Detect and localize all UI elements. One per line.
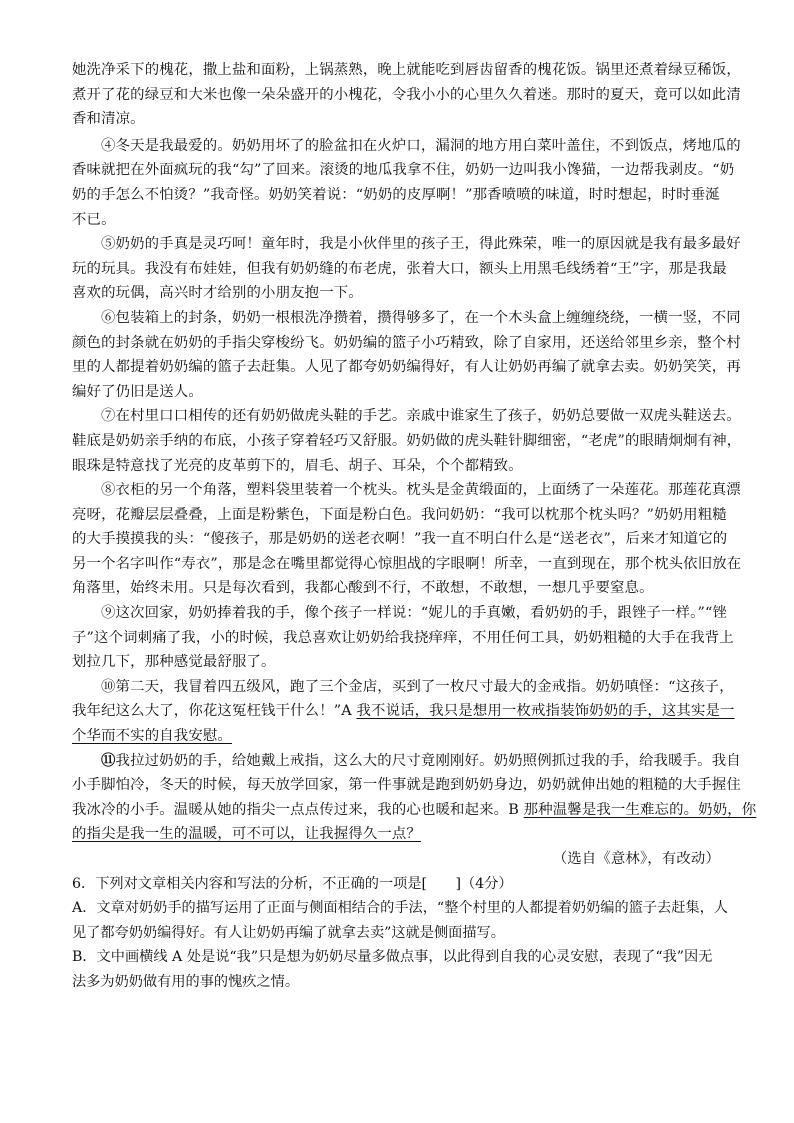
plain-text: 我拉过奶奶的手，给她戴上戒指，这么大的尺寸竟刚刚好。奶奶照例抓过我的手，给我暖手。我自	[115, 752, 741, 769]
text-line: ⑦在村里口口相传的还有奶奶做虎头鞋的手艺。亲戚中谁家生了孩子，奶奶总要做一双虎头鞋送去。	[101, 408, 741, 425]
text-line	[72, 822, 722, 847]
underlined-sentence-b: 的指尖是我一生的温暖，可不可以，让我握得久一点？	[72, 826, 421, 843]
text-line: ④冬天是我最爱的。奶奶用坏了的脸盆扣在火炉口，漏洞的地方用白菜叶盖住，不到饭点，烤地瓜的	[101, 137, 741, 154]
underlined-sentence-b: 那种温馨是我一生难忘的。奶奶，你	[523, 801, 757, 818]
paragraph-9	[72, 601, 734, 675]
paragraph-10	[72, 675, 735, 749]
text-line: 编好了仍旧是送人。	[72, 383, 203, 400]
paragraph-4	[72, 134, 741, 232]
text-line: 不已。	[72, 211, 116, 228]
question-6	[72, 872, 728, 995]
text-line: 煮开了花的绿豆和大米也像一朵朵盛开的小槐花，令我小小的心里久久着迷。那时的夏天，竟可以如此清	[72, 86, 741, 103]
text-line	[72, 699, 735, 724]
underlined-sentence-a: 我不说话，我只是想用一枚戒指装饰奶奶的手，这其实是一	[356, 703, 735, 720]
paragraph-6	[72, 306, 741, 404]
underlined-sentence-a: 个华而不实的自我安慰。	[72, 728, 232, 745]
text-line: ⑥包装箱上的封条，奶奶一根根洗净攒着，攒得够多了，在一个木头盒上缠缠绕绕，一横一竖，不同	[101, 309, 741, 326]
document-page	[72, 58, 757, 995]
paragraph-7	[72, 404, 742, 478]
text-line: 奶的手怎么不怕烫？”我奇怪。奶奶笑着说：“奶奶的皮厚啊！”那香喷喷的味道，时时想起，时时垂涎	[72, 186, 720, 203]
text-line: 眼珠是特意找了光亮的皮革剪下的，眉毛、胡子、耳朵，个个都精致。	[72, 457, 523, 474]
source-attribution: （选自《意林》，有改动）	[552, 851, 720, 867]
text-line: ⑨这次回家，奶奶捧着我的手，像个孩子一样说：“妮儿的手真嫩，看奶奶的手，跟锉子一样。”“锉	[101, 605, 728, 622]
text-line	[72, 724, 722, 749]
plain-text: 我冰冷的小手。温暖从她的指尖一点点传过来，我的心也暖和起来。B	[72, 801, 524, 818]
text-line: 香和清凉。	[72, 111, 145, 128]
text-line: 亮呀，花瓣层层叠叠，上面是粉紫色，下面是粉白色。我问奶奶：“我可以枕那个枕头吗？”奶奶用粗糙	[72, 506, 727, 523]
option-a: 见了都夸奶奶编得好。有人让奶奶再编了就拿去卖”这就是侧面描写。	[72, 924, 505, 941]
text-line: 角落里，始终未用。只是每次看到，我都心酸到不行，不敢想，不敢想，一想几乎要窒息。	[72, 580, 654, 597]
text-line: 她洗净采下的槐花，撒上盐和面粉，上锅蒸熟，晚上就能吃到唇齿留香的槐花饭。锅里还煮着绿豆稀饭，	[72, 62, 741, 78]
option-b: 法多为奶奶做有用的事的愧疚之情。	[72, 973, 300, 990]
text-line	[72, 749, 741, 774]
text-line: 里的人都提着奶奶编的篮子去赶集。人见了都夸奶奶编得好，有人让奶奶再编了就拿去卖。奶奶笑笑，再	[72, 359, 741, 376]
text-line: 喜欢的玩偶，高兴时才给别的小朋友抱一下。	[72, 285, 363, 302]
text-line: 另一个名字叫作“寿衣”，那是念在嘴里都觉得心惊胆战的字眼啊！所幸，一直到现在，那个枕头依旧放在	[72, 555, 742, 572]
paragraph-intro	[72, 58, 741, 132]
text-line: 颜色的封条就在奶奶的手指尖穿梭纷飞。奶奶编的篮子小巧精致，除了自家用，还送给邻里乡亲，整个村	[72, 334, 741, 351]
text-line: 香味就把在外面疯玩的我“勾”了回来。滚烫的地瓜我拿不住，奶奶一边叫我小馋猫，一边帮我剥皮。“奶	[72, 162, 735, 179]
text-line: ⑩第二天，我冒着四五级风，跑了三个金店，买到了一枚尺寸最大的金戒指。奶奶嗔怪：“这孩子，	[101, 678, 734, 695]
paragraph-number: ⑪	[101, 751, 116, 769]
text-line: 子”这个词刺痛了我，小的时候，我总喜欢让奶奶给我挠痒痒，不用任何工具，奶奶粗糙的大手在我背上	[72, 629, 734, 646]
text-line: 划拉几下，那种感觉最舒服了。	[72, 654, 276, 671]
option-a: A．文章对奶奶手的描写运用了正面与侧面相结合的手法，“整个村里的人都提着奶奶编的篮子去赶集，人	[72, 900, 728, 917]
text-line	[72, 798, 757, 823]
option-b: B．文中画横线 A 处是说“我”只是想为奶奶尽量多做点事，以此得到自我的心灵安慰，表现了“我”因无	[72, 949, 713, 966]
question-stem: 6．下列对文章相关内容和写法的分析，不正确的一项是[ ]（4分）	[72, 875, 513, 892]
paragraph-11	[72, 749, 757, 847]
text-line: ⑤奶奶的手真是灵巧呵！童年时，我是小伙伴里的孩子王，得此殊荣，唯一的原因就是我有最多最好	[101, 236, 741, 253]
paragraph-5	[72, 232, 741, 306]
text-line: 鞋底是奶奶亲手纳的布底，小孩子穿着轻巧又舒服。奶奶做的虎头鞋针脚细密，“老虎”的眼睛炯炯有神，	[72, 432, 742, 449]
text-line: 小手脚怕冷，冬天的时候，每天放学回家，第一件事就是跑到奶奶身边，奶奶就伸出她的粗糙的大手握住	[72, 777, 741, 794]
plain-text: 我年纪这么大了，你花这冤枉钱干什么！”A	[72, 703, 357, 720]
paragraph-8	[72, 478, 742, 601]
text-line: 玩的玩具。我没有布娃娃，但我有奶奶缝的布老虎，张着大口，额头上用黑毛线绣着“王”字，那是我最	[72, 260, 727, 277]
text-line: 的大手摸摸我的头：“傻孩子，那是奶奶的送老衣啊！”我一直不明白什么是“送老衣”，后来才知道它的	[72, 531, 728, 548]
text-line: ⑧衣柜的另一个角落，塑料袋里装着一个枕头。枕头是金黄缎面的，上面绣了一朵莲花。那莲花真漂	[101, 482, 741, 499]
